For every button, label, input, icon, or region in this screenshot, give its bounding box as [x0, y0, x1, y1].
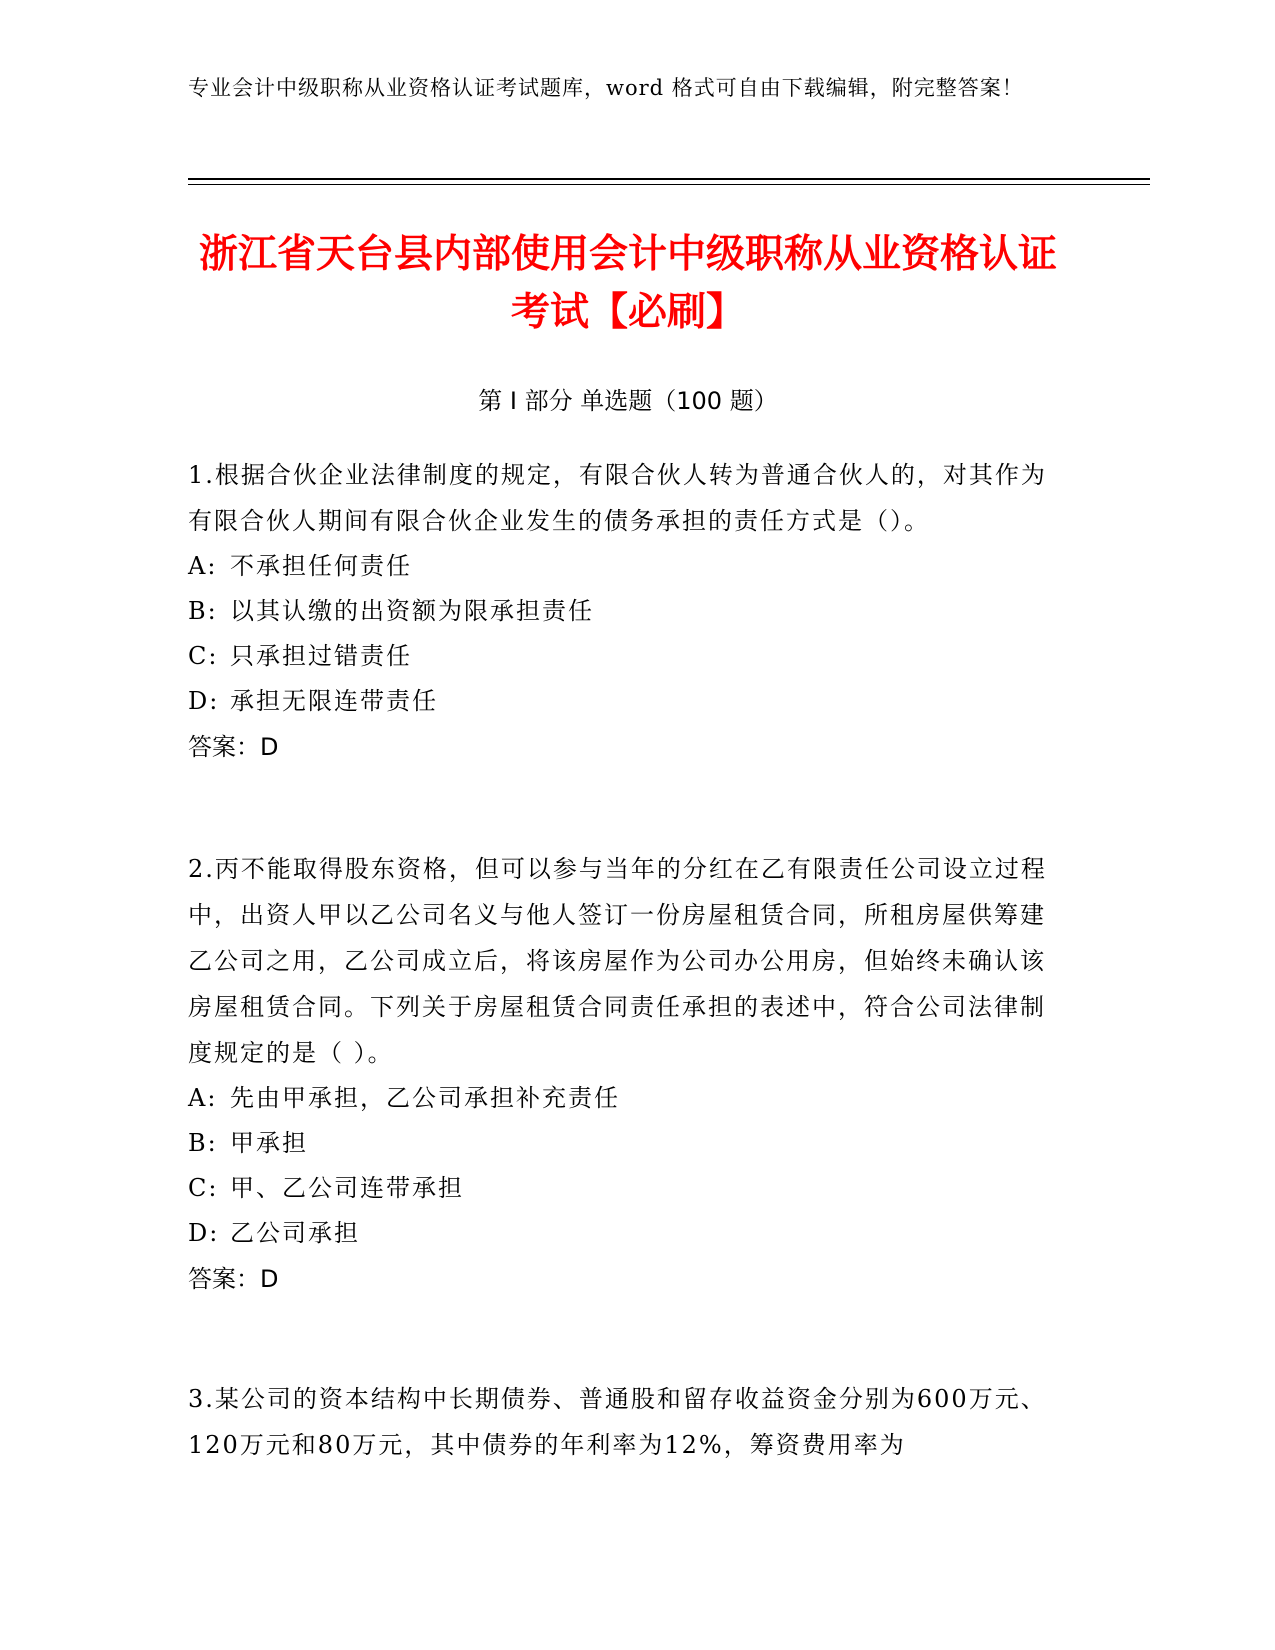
option-text: 乙公司承担: [230, 1219, 360, 1247]
option-text: 承担无限连带责任: [230, 687, 438, 715]
answer: 答案：D: [188, 1265, 279, 1293]
question-stem: 2.丙不能取得股东资格，但可以参与当年的分红在乙有限责任公司设立过程中，出资人甲以乙公司名义与他人签订一份房屋租赁合同，所租房屋供筹建乙公司之用，乙公司成立后，将该房屋作为公司办公用房，但始终未确认该房屋租赁合同。下列关于房屋租赁合同责任承担的表述中，符合公司法律制度规定的是（ ）。: [188, 855, 1047, 1067]
question-stem: 3.某公司的资本结构中长期债券、普通股和留存收益资金分别为600万元、120万元和80万元，其中债券的年利率为12%，筹资费用率为: [188, 1385, 1047, 1459]
answer: 答案：D: [188, 733, 279, 761]
question-2: [188, 846, 1068, 1302]
option-text: 以其认缴的出资额为限承担责任: [230, 597, 594, 625]
option-text: 不承担任何责任: [230, 552, 412, 580]
option-b: [188, 1121, 1068, 1166]
header-note: 专业会计中级职称从业资格认证考试题库，word 格式可自由下载编辑，附完整答案！: [188, 76, 1024, 100]
question-stem: 1.根据合伙企业法律制度的规定，有限合伙人转为普通合伙人的，对其作为有限合伙人期间有限合伙企业发生的债务承担的责任方式是（）。: [188, 461, 1047, 535]
option-text: 甲承担: [230, 1129, 308, 1157]
option-text: 只承担过错责任: [230, 642, 412, 670]
option-text: 先由甲承担，乙公司承担补充责任: [230, 1084, 620, 1112]
option-letter: C:: [188, 1174, 219, 1202]
option-c: [188, 634, 1068, 679]
option-letter: A:: [188, 1084, 218, 1112]
option-a: [188, 544, 1068, 589]
question-3: [188, 1376, 1068, 1468]
option-b: [188, 589, 1068, 634]
option-a: [188, 1076, 1068, 1121]
option-letter: B:: [188, 597, 218, 625]
option-d: [188, 679, 1068, 724]
option-letter: B:: [188, 1129, 218, 1157]
header-rule-thin: [188, 184, 1150, 185]
option-letter: C:: [188, 642, 219, 670]
section-title: 第 I 部分 单选题（100 题）: [478, 387, 778, 415]
option-text: 甲、乙公司连带承担: [230, 1174, 464, 1202]
option-letter: D:: [188, 687, 220, 715]
option-d: [188, 1211, 1068, 1256]
option-letter: D:: [188, 1219, 220, 1247]
header-rule-thick: [188, 178, 1150, 180]
document-title: 浙江省天台县内部使用会计中级职称从业资格认证考试【必刷】: [198, 232, 1057, 335]
option-c: [188, 1166, 1068, 1211]
question-1: [188, 452, 1068, 770]
option-letter: A:: [188, 552, 218, 580]
